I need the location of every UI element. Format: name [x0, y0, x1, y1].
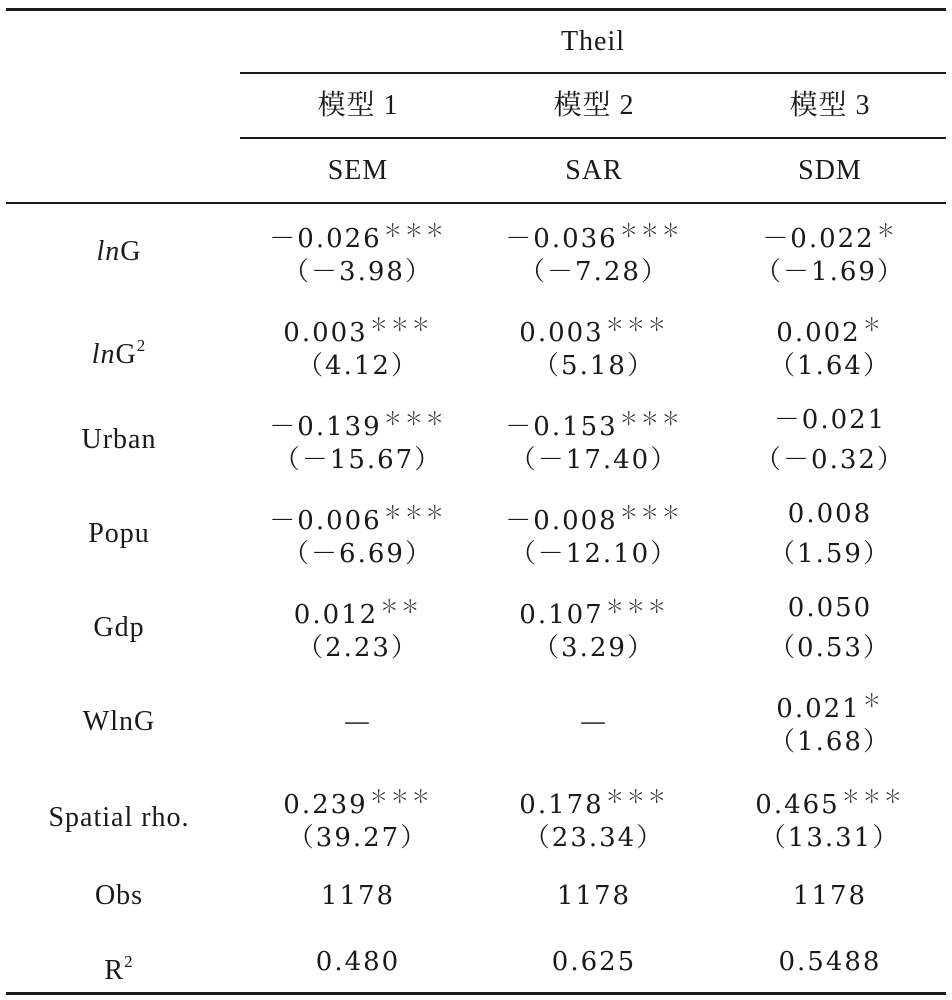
t-statistic: （1.68）	[769, 727, 891, 757]
empty-dash: —	[580, 707, 608, 737]
row-label-superscript: 2	[124, 952, 134, 971]
row-label-text: G	[115, 339, 137, 370]
significance-stars: ＊＊＊	[619, 503, 683, 524]
row-label	[0, 702, 238, 742]
coefficient-value: －0.021	[773, 405, 887, 435]
t-statistic: （1.59）	[769, 539, 891, 569]
stat-value: 0.625	[551, 947, 637, 977]
row-label	[0, 798, 238, 838]
row-label-text: Spatial rho.	[48, 802, 190, 833]
row-label-text: Gdp	[93, 612, 145, 643]
coefficient	[712, 400, 948, 440]
coefficient-value: 0.050	[787, 593, 873, 623]
stat-value: 1178	[556, 881, 632, 911]
significance-stars: ＊＊＊	[619, 221, 683, 242]
stat-value: 1178	[792, 881, 868, 911]
t-statistic: （－1.69）	[755, 257, 905, 287]
t-statistic: （－17.40）	[509, 445, 679, 475]
row-label	[0, 514, 238, 554]
significance-stars: ＊＊	[380, 597, 423, 618]
coefficient-value: －0.036	[505, 224, 618, 254]
model-2-header: 模型 2	[553, 90, 635, 121]
coefficient-value: －0.026	[269, 224, 382, 254]
significance-stars: ＊＊＊	[383, 221, 447, 242]
row-label-superscript: 2	[136, 336, 147, 355]
empty-dash: —	[344, 707, 372, 737]
bottom-rule	[6, 992, 946, 995]
coefficient-value: 0.178	[519, 790, 604, 820]
row-label	[0, 420, 238, 460]
row-label	[0, 876, 238, 916]
row-label	[0, 608, 238, 648]
t-statistic: （3.29）	[533, 633, 655, 663]
significance-stars: ＊＊＊	[605, 787, 669, 808]
header-bottom-rule	[6, 202, 946, 204]
t-statistic: （－12.10）	[509, 539, 679, 569]
t-statistic: （－15.67）	[273, 445, 443, 475]
row-label-text: R	[104, 955, 125, 986]
model-3-header: 模型 3	[789, 90, 871, 121]
coefficient-value: 0.465	[755, 790, 840, 820]
row-label	[0, 942, 238, 991]
row-label-text: WlnG	[82, 706, 156, 737]
row-label-text: Popu	[88, 518, 150, 549]
significance-stars: ＊＊＊	[369, 787, 433, 808]
significance-stars: ＊	[876, 221, 898, 242]
significance-stars: ＊＊＊	[383, 503, 447, 524]
sdm-header: SDM	[798, 155, 862, 186]
coefficient-value: 0.021	[776, 694, 861, 724]
row-label	[0, 326, 238, 375]
coefficient-value: －0.153	[505, 412, 618, 442]
stat-value: 0.5488	[778, 947, 882, 977]
stat-value: 0.480	[315, 947, 401, 977]
row-label-text: Urban	[81, 424, 157, 455]
coefficient-value: 0.003	[519, 318, 604, 348]
coefficient-value: 0.008	[787, 499, 873, 529]
row-label-text: Obs	[94, 880, 144, 911]
coefficient-value: －0.022	[762, 224, 875, 254]
coefficient-value: 0.107	[519, 600, 604, 630]
t-statistic: （2.23）	[297, 633, 419, 663]
coefficient-value: 0.002	[776, 318, 861, 348]
row-label-italic: ln	[91, 339, 116, 370]
t-statistic: （－0.32）	[755, 445, 905, 475]
row-label-text: G	[120, 236, 142, 267]
coefficient-value: 0.003	[283, 318, 368, 348]
row-label-italic: ln	[96, 236, 121, 267]
t-statistic: （－3.98）	[283, 257, 433, 287]
significance-stars: ＊＊＊	[619, 409, 683, 430]
t-statistic: （－6.69）	[283, 539, 433, 569]
coefficient-value: 0.239	[283, 790, 368, 820]
t-statistic: （1.64）	[769, 351, 891, 381]
coefficient-value: 0.012	[293, 600, 379, 630]
significance-stars: ＊＊＊	[605, 597, 669, 618]
model-1-header: 模型 1	[317, 90, 399, 121]
t-statistic: （23.34）	[523, 823, 665, 853]
top-rule	[6, 8, 946, 11]
theil-underline	[240, 72, 946, 74]
stat-value: 1178	[320, 881, 396, 911]
t-statistic: （5.18）	[533, 351, 655, 381]
sem-header: SEM	[327, 155, 389, 186]
theil-group-title: Theil	[560, 26, 626, 57]
significance-stars: ＊	[862, 315, 884, 336]
coefficient-value: －0.008	[505, 506, 618, 536]
t-statistic: （4.12）	[297, 351, 419, 381]
coefficient-value: －0.006	[269, 506, 382, 536]
significance-stars: ＊＊＊	[369, 315, 433, 336]
coefficient	[712, 494, 948, 534]
t-statistic: （13.31）	[759, 823, 901, 853]
significance-stars: ＊	[862, 691, 884, 712]
t-statistic: （39.27）	[287, 823, 429, 853]
model-underline	[240, 137, 946, 139]
coefficient	[712, 588, 948, 628]
significance-stars: ＊＊＊	[605, 315, 669, 336]
row-label	[0, 232, 238, 272]
t-statistic: （0.53）	[769, 633, 891, 663]
significance-stars: ＊＊＊	[383, 409, 447, 430]
coefficient-value: －0.139	[269, 412, 382, 442]
sar-header: SAR	[565, 155, 623, 186]
t-statistic: （－7.28）	[519, 257, 669, 287]
significance-stars: ＊＊＊	[841, 787, 905, 808]
